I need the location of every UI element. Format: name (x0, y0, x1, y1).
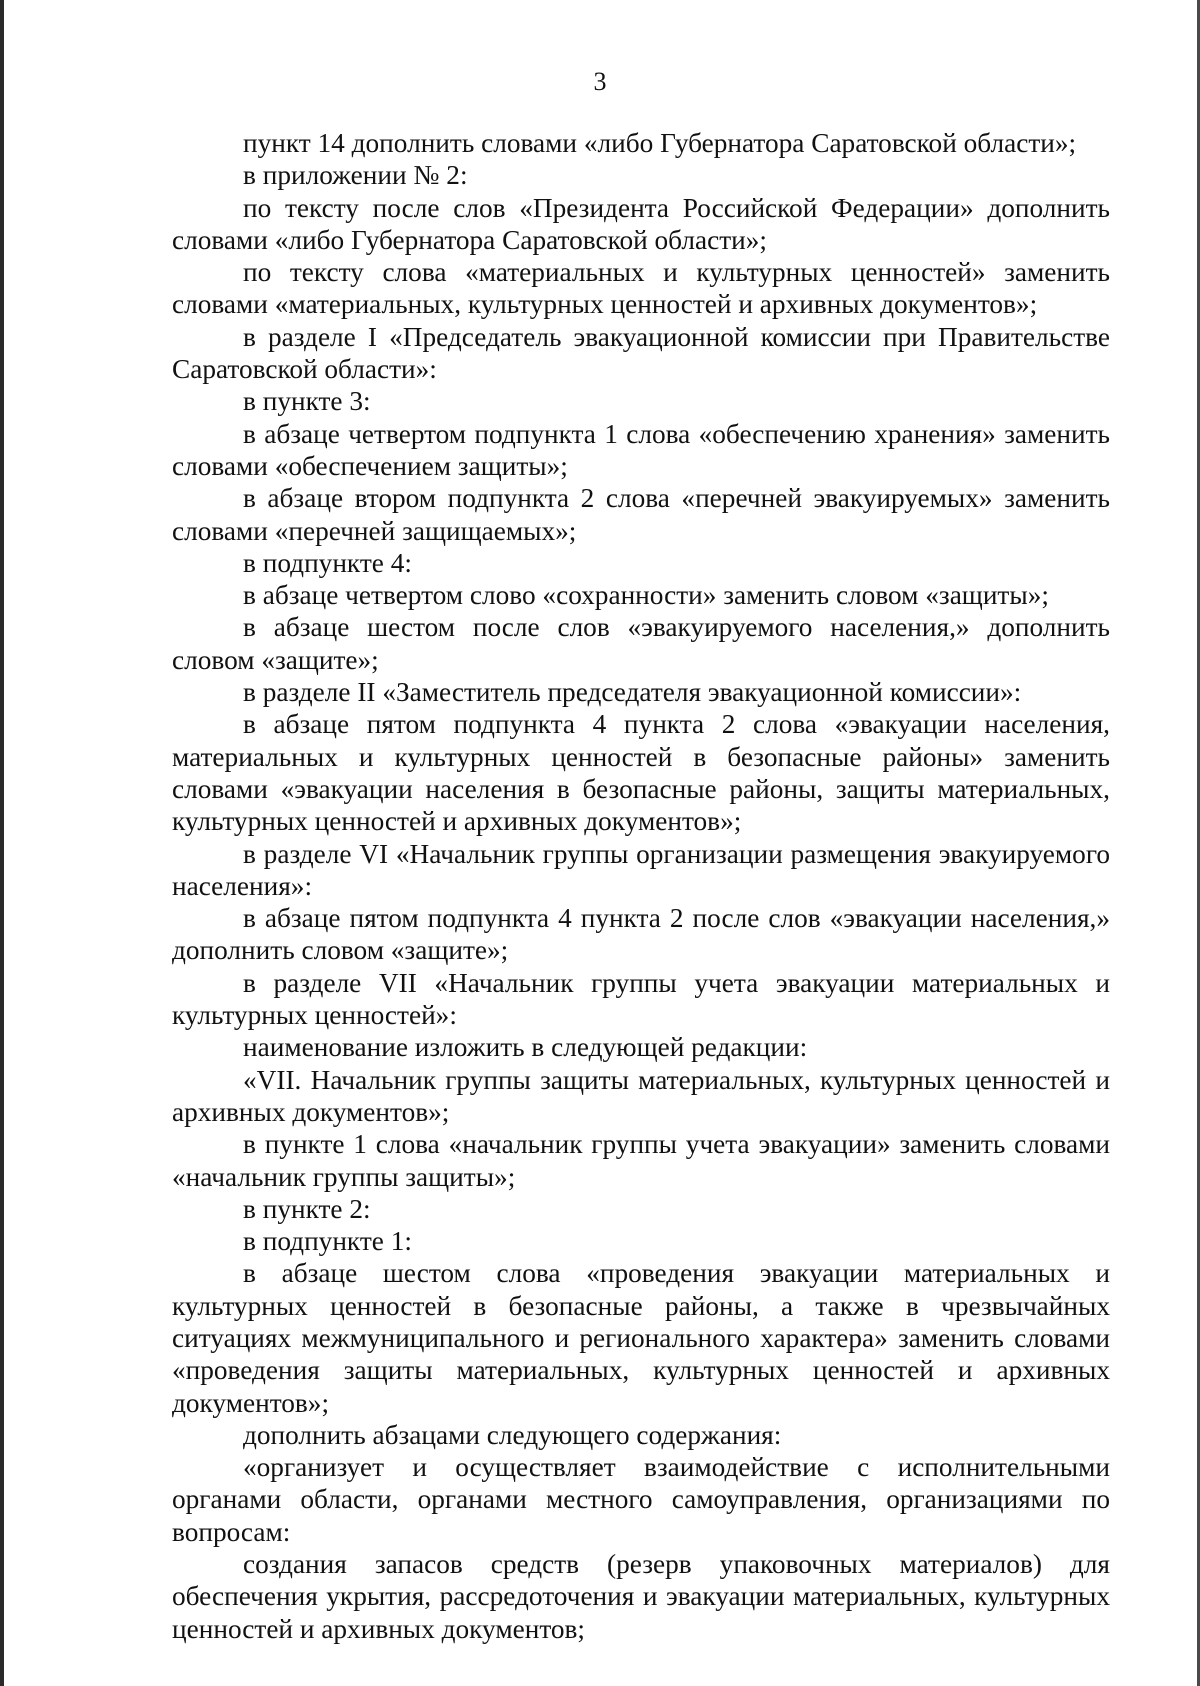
document-body (172, 127, 1110, 1645)
paragraph: в подпункте 1: (243, 1226, 412, 1257)
paragraph: дополнить абзацами следующего содержания: (243, 1419, 782, 1450)
paragraph: пункт 14 дополнить словами «либо Губернатора Саратовской области»; (243, 128, 1077, 158)
paragraph: по тексту после слов «Президента Российской Федерации» дополнить словами «либо Губернатора Саратовской области»; (172, 192, 1110, 255)
paragraph: в пункте 3: (243, 386, 371, 417)
paragraph: в абзаце пятом подпункта 4 пункта 2 слова «эвакуации населения, материальных и культурных ценностей в безопасные районы» заменить словами «эвакуации населения в безопасные районы, защиты материальных, культурных ценностей и архивных документов»; (172, 709, 1110, 837)
page-number: 3 (593, 67, 607, 96)
paragraph: в абзаце четвертом подпункта 1 слова «обеспечению хранения» заменить словами «обеспечением защиты»; (172, 418, 1110, 481)
paragraph: «организует и осуществляет взаимодействие с исполнительными органами области, органами местного самоуправления, организациями по вопросам: (172, 1452, 1110, 1547)
paragraph: в пункте 1 слова «начальник группы учета эвакуации» заменить словами «начальник группы защиты»; (172, 1129, 1110, 1192)
paragraph: «VII. Начальник группы защиты материальных, культурных ценностей и архивных документов»; (172, 1064, 1110, 1127)
paragraph: в приложении № 2: (243, 160, 468, 191)
paragraph: по тексту слова «материальных и культурных ценностей» заменить словами «материальных, культурных ценностей и архивных документов»; (172, 257, 1110, 320)
paragraph: в разделе I «Председатель эвакуационной комиссии при Правительстве Саратовской области»: (172, 321, 1110, 385)
paragraph: в разделе VI «Начальник группы организации размещения эвакуируемого населения»: (172, 838, 1110, 901)
paragraph: в пункте 2: (243, 1193, 371, 1224)
paragraph: в абзаце шестом после слов «эвакуируемого населения,» дополнить словом «защите»; (172, 612, 1110, 675)
paragraph: в разделе II «Заместитель председателя эвакуационной комиссии»: (243, 677, 1022, 708)
paragraph: наименование изложить в следующей редакции: (243, 1032, 808, 1063)
paragraph: в абзаце втором подпункта 2 слова «перечней эвакуируемых» заменить словами «перечней защищаемых»; (172, 483, 1110, 546)
paragraph: в разделе VII «Начальник группы учета эвакуации материальных и культурных ценностей»: (172, 967, 1110, 1031)
scan-edge-left (0, 0, 4, 1686)
paragraph: в абзаце шестом слова «проведения эвакуации материальных и культурных ценностей в безопасные районы, а также в чрезвычайных ситуациях межмуниципального и регионального характера» заменить словами «проведения защиты материальных, культурных ценностей и архивных документов»; (172, 1258, 1110, 1418)
paragraph: в подпункте 4: (243, 547, 412, 578)
paragraph: создания запасов средств (резерв упаковочных материалов) для обеспечения укрытия, рассредоточения и эвакуации материальных, культурных ценностей и архивных документов; (172, 1549, 1110, 1644)
paragraph: в абзаце пятом подпункта 4 пункта 2 после слов «эвакуации населения,» дополнить словом «защите»; (172, 903, 1110, 966)
paragraph: в абзаце четвертом слово «сохранности» заменить словом «защиты»; (243, 580, 1049, 611)
